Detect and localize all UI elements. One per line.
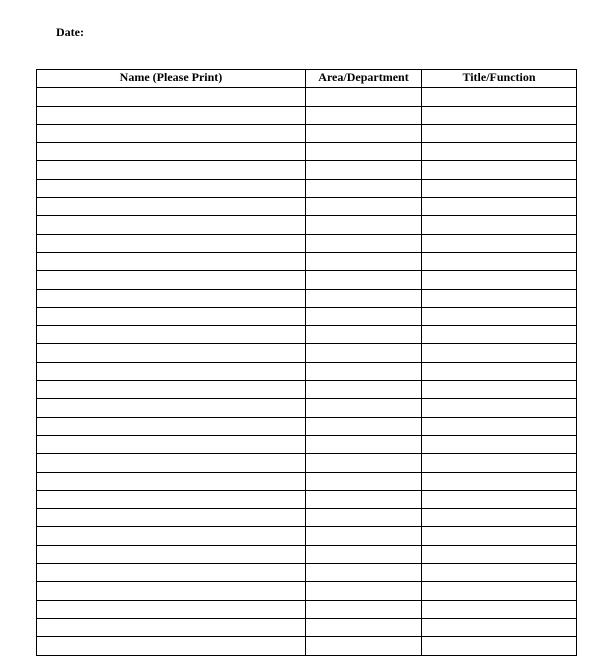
- name-cell[interactable]: [37, 435, 306, 453]
- area-department-cell[interactable]: [306, 381, 422, 399]
- area-department-cell[interactable]: [306, 527, 422, 545]
- table-row: [37, 399, 577, 417]
- name-cell[interactable]: [37, 344, 306, 362]
- title-function-cell[interactable]: [422, 198, 577, 216]
- table-body: [37, 88, 577, 655]
- title-function-cell[interactable]: [422, 564, 577, 582]
- table-row: [37, 234, 577, 252]
- title-function-cell[interactable]: [422, 472, 577, 490]
- name-cell[interactable]: [37, 399, 306, 417]
- name-cell[interactable]: [37, 381, 306, 399]
- table-row: [37, 600, 577, 618]
- title-function-cell[interactable]: [422, 637, 577, 655]
- area-department-cell[interactable]: [306, 582, 422, 600]
- name-cell[interactable]: [37, 600, 306, 618]
- name-cell[interactable]: [37, 271, 306, 289]
- table-row: [37, 618, 577, 636]
- area-department-cell[interactable]: [306, 234, 422, 252]
- table-row: [37, 143, 577, 161]
- title-function-cell[interactable]: [422, 435, 577, 453]
- area-department-cell[interactable]: [306, 216, 422, 234]
- title-function-cell[interactable]: [422, 618, 577, 636]
- name-cell[interactable]: [37, 509, 306, 527]
- table-row: [37, 124, 577, 142]
- name-cell[interactable]: [37, 124, 306, 142]
- title-function-cell[interactable]: [422, 509, 577, 527]
- name-cell[interactable]: [37, 326, 306, 344]
- name-cell[interactable]: [37, 637, 306, 655]
- title-function-cell[interactable]: [422, 344, 577, 362]
- table-row: [37, 637, 577, 655]
- table-row: [37, 490, 577, 508]
- area-department-cell[interactable]: [306, 344, 422, 362]
- name-cell[interactable]: [37, 88, 306, 106]
- area-department-cell[interactable]: [306, 362, 422, 380]
- table-row: [37, 344, 577, 362]
- title-function-cell[interactable]: [422, 399, 577, 417]
- area-department-cell[interactable]: [306, 472, 422, 490]
- date-label: Date:: [56, 25, 84, 39]
- area-department-cell[interactable]: [306, 252, 422, 270]
- table-row: [37, 417, 577, 435]
- table-header-row: [37, 70, 577, 88]
- name-cell[interactable]: [37, 252, 306, 270]
- title-function-cell[interactable]: [422, 143, 577, 161]
- title-function-cell[interactable]: [422, 234, 577, 252]
- name-cell[interactable]: [37, 582, 306, 600]
- table-row: [37, 454, 577, 472]
- name-cell[interactable]: [37, 234, 306, 252]
- table-row: [37, 289, 577, 307]
- table-row: [37, 545, 577, 563]
- area-department-cell[interactable]: [306, 143, 422, 161]
- title-function-cell[interactable]: [422, 289, 577, 307]
- table-row: [37, 179, 577, 197]
- area-department-cell[interactable]: [306, 198, 422, 216]
- area-department-cell[interactable]: [306, 124, 422, 142]
- table-row: [37, 161, 577, 179]
- name-cell[interactable]: [37, 307, 306, 325]
- name-cell[interactable]: [37, 106, 306, 124]
- area-department-cell[interactable]: [306, 326, 422, 344]
- area-department-cell[interactable]: [306, 179, 422, 197]
- name-cell[interactable]: [37, 618, 306, 636]
- table-row: [37, 88, 577, 106]
- area-department-cell[interactable]: [306, 161, 422, 179]
- name-cell[interactable]: [37, 527, 306, 545]
- title-function-cell[interactable]: [422, 381, 577, 399]
- table-row: [37, 564, 577, 582]
- name-cell[interactable]: [37, 564, 306, 582]
- title-function-cell[interactable]: [422, 454, 577, 472]
- title-function-cell[interactable]: [422, 362, 577, 380]
- table-row: [37, 362, 577, 380]
- area-department-cell[interactable]: [306, 289, 422, 307]
- title-function-cell[interactable]: [422, 124, 577, 142]
- area-department-cell[interactable]: [306, 509, 422, 527]
- name-cell[interactable]: [37, 545, 306, 563]
- area-department-cell[interactable]: [306, 490, 422, 508]
- name-cell[interactable]: [37, 198, 306, 216]
- title-function-cell[interactable]: [422, 600, 577, 618]
- column-header-title-function: Title/Function: [422, 70, 577, 88]
- title-function-cell[interactable]: [422, 161, 577, 179]
- title-function-cell[interactable]: [422, 417, 577, 435]
- name-cell[interactable]: [37, 289, 306, 307]
- area-department-cell[interactable]: [306, 564, 422, 582]
- name-cell[interactable]: [37, 216, 306, 234]
- area-department-cell[interactable]: [306, 271, 422, 289]
- table-row: [37, 509, 577, 527]
- title-function-cell[interactable]: [422, 179, 577, 197]
- table-row: [37, 381, 577, 399]
- area-department-cell[interactable]: [306, 106, 422, 124]
- name-cell[interactable]: [37, 490, 306, 508]
- title-function-cell[interactable]: [422, 326, 577, 344]
- table-row: [37, 271, 577, 289]
- name-cell[interactable]: [37, 362, 306, 380]
- table-row: [37, 472, 577, 490]
- title-function-cell[interactable]: [422, 106, 577, 124]
- table-row: [37, 582, 577, 600]
- table-row: [37, 435, 577, 453]
- area-department-cell[interactable]: [306, 417, 422, 435]
- area-department-cell[interactable]: [306, 435, 422, 453]
- table-row: [37, 326, 577, 344]
- table-row: [37, 252, 577, 270]
- table-row: [37, 198, 577, 216]
- name-cell[interactable]: [37, 417, 306, 435]
- name-cell[interactable]: [37, 161, 306, 179]
- name-cell[interactable]: [37, 454, 306, 472]
- title-function-cell[interactable]: [422, 527, 577, 545]
- area-department-cell[interactable]: [306, 307, 422, 325]
- column-header-area-department: Area/Department: [306, 70, 422, 88]
- area-department-cell[interactable]: [306, 454, 422, 472]
- title-function-cell[interactable]: [422, 490, 577, 508]
- name-cell[interactable]: [37, 179, 306, 197]
- area-department-cell[interactable]: [306, 399, 422, 417]
- table-row: [37, 307, 577, 325]
- title-function-cell[interactable]: [422, 216, 577, 234]
- title-function-cell[interactable]: [422, 252, 577, 270]
- column-header-name: Name (Please Print): [37, 70, 306, 88]
- title-function-cell[interactable]: [422, 271, 577, 289]
- name-cell[interactable]: [37, 143, 306, 161]
- area-department-cell[interactable]: [306, 88, 422, 106]
- title-function-cell[interactable]: [422, 582, 577, 600]
- title-function-cell[interactable]: [422, 307, 577, 325]
- table-row: [37, 216, 577, 234]
- title-function-cell[interactable]: [422, 545, 577, 563]
- table-row: [37, 527, 577, 545]
- sign-in-table: [36, 69, 577, 656]
- area-department-cell[interactable]: [306, 618, 422, 636]
- area-department-cell[interactable]: [306, 545, 422, 563]
- table-row: [37, 106, 577, 124]
- area-department-cell[interactable]: [306, 637, 422, 655]
- name-cell[interactable]: [37, 472, 306, 490]
- title-function-cell[interactable]: [422, 88, 577, 106]
- area-department-cell[interactable]: [306, 600, 422, 618]
